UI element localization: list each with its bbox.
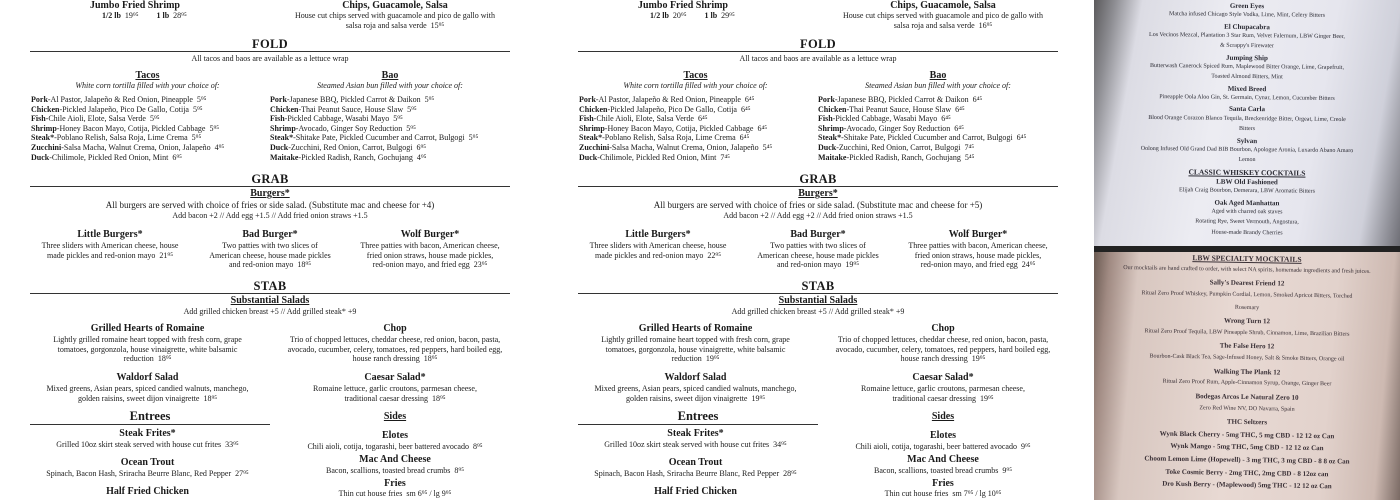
bao-subtitle: Steamed Asian bun filled with your choice of: [865, 81, 1011, 90]
waldorf-desc: Mixed greens, Asian pears, spiced candied walnuts, manchego, golden raisins, sweet dijon vinaigrette 19⁹⁵ [594, 384, 797, 403]
shrimp-prices: 1/2 lb 19⁹⁵ 1 lb 28⁹⁵ [102, 11, 187, 20]
tacos-title: Tacos [135, 70, 160, 81]
burger-item: Bad Burger* Two patties with two slices of American cheese, house made pickles and red-onion mayo 19⁹⁵ [757, 229, 879, 270]
photo-menu-line: Butterwash Canerock Spiced Rum, Maplewood Bitter Orange, Lime, Grapefruit, [1149, 63, 1344, 72]
photo-menu-line: LBW Old Fashioned [1216, 177, 1278, 187]
caesar-desc: Romaine lettuce, garlic croutons, parmesan cheese, traditional caesar dressing 18⁹⁵ [313, 384, 477, 403]
fold-heading: FOLD [800, 37, 836, 51]
menu-list-item: Duck-Chilimole, Pickled Red Onion, Mint 6⁹⁵ [31, 152, 182, 162]
fries-title: Fries [384, 478, 406, 489]
photo-menu-line: Ritual Zero Proof Tequila, LBW Pineapple Shrub, Cinnamon, Lime, Brazilian Bitters [1144, 328, 1350, 338]
fold-note: All tacos and baos are available as a lettuce wrap [191, 54, 349, 63]
menu-list-item: Pork-Japanese BBQ, Pickled Carrot & Daikon 5⁹⁵ [270, 95, 435, 104]
steak-desc: Grilled 10oz skirt steak served with house cut frites 33⁹⁵ [56, 440, 239, 449]
elotes-title: Elotes [929, 430, 957, 441]
bao-subtitle: Steamed Asian bun filled with your choice of: [317, 81, 463, 90]
salads-addons: Add grilled chicken breast +5 // Add grilled steak* +9 [183, 307, 357, 316]
chop-desc: Trio of chopped lettuces, cheddar cheese, red onion, bacon, pasta, avocado, cucumber, celery, tomatoes, red peppers, hard boiled egg, house ranch dressing 19⁹⁵ [835, 335, 1051, 364]
sides-heading: Sides [383, 411, 407, 422]
menu-list-item: Duck-Zucchini, Red Onion, Carrot, Bulgogi 6⁹⁵ [270, 142, 427, 152]
photo-menu-line: Our mocktails are hand crafted to order, with select NA spirits, homemade ingredients and fresh juices. [1123, 264, 1371, 275]
menu-list-item: Duck-Zucchini, Red Onion, Carrot, Bulgogi 7⁴⁵ [818, 142, 975, 152]
photo-menu-line: Green Eyes [1229, 1, 1265, 11]
photo-menu-line: Ritual Zero Proof Whiskey, Pumpkin Cordial, Lemon, Smoked Apricot Bitters, Torched [1141, 290, 1353, 300]
menu-list-item: Fish-Pickled Cabbage, Wasabi Mayo 6⁴⁵ [818, 114, 951, 124]
photo-menu-line: Mixed Breed [1227, 84, 1267, 93]
burger-items [578, 229, 1058, 273]
photo-menu-line: House-made Brandy Cherries [1211, 229, 1283, 237]
burger-item: Bad Burger* Two patties with two slices of American cheese, house made pickles and red-onion mayo 18⁹⁵ [209, 229, 331, 270]
menu-list-item: Chicken-Thai Peanut Sauce, House Slaw 5⁹⁵ [270, 104, 417, 114]
chips-desc: House cut chips served with guacamole and pico de gallo with salsa roja and salsa verde 15⁹⁵ [295, 11, 495, 30]
tacos-list [579, 95, 772, 162]
bao-title: Bao [929, 70, 947, 81]
burger-item: Little Burgers* Three sliders with American cheese, house made pickles and red-onion mayo 22⁹⁵ [589, 229, 727, 260]
photo-menu-line: Wynk Mango - 5mg THC, 5mg CBD - 12 12 oz Can [1170, 442, 1324, 453]
salads-title: Substantial Salads [778, 295, 858, 306]
burgers-note: All burgers are served with choice of fries or side salad. (Substitute mac and cheese for +4) [105, 200, 435, 210]
burger-items [30, 229, 510, 273]
burgers-title: Burgers* [798, 188, 838, 199]
waldorf-title: Waldorf Salad [116, 372, 179, 383]
photo-menu-line: Wynk Black Cherry - 5mg THC, 5 mg CBD - 12 12 oz Can [1159, 429, 1335, 441]
burgers-addons: Add bacon +2 // Add egg +1.5 // Add fried onion straws +1.5 [172, 211, 368, 220]
grab-heading: GRAB [251, 172, 289, 186]
steak-desc: Grilled 10oz skirt steak served with house cut frites 34⁹⁵ [604, 440, 787, 449]
photo-menu-line: Oak Aged Manhattan [1214, 198, 1280, 207]
chop-title: Chop [383, 323, 407, 334]
steak-title: Steak Frites* [119, 428, 176, 439]
menu-list-item: Shrimp-Honey Bacon Mayo, Cotija, Pickled Cabbage 5⁹⁵ [31, 123, 220, 133]
photo-menu-line: Rotating Rye, Sweet Vermouth, Angostura, [1195, 218, 1299, 226]
mac-title: Mac And Cheese [907, 454, 979, 465]
mocktail-menu-photo [1094, 252, 1400, 500]
mac-title: Mac And Cheese [359, 454, 431, 465]
fries-desc: Thin cut house fries sm 6⁹⁵ / lg 9⁹⁵ [338, 489, 452, 498]
tacos-subtitle: White corn tortilla filled with your choice of: [75, 81, 220, 90]
menu-list-item: Fish-Chile Aioli, Elote, Salsa Verde 6⁴⁵ [579, 114, 708, 124]
bao-list [818, 95, 1026, 162]
photo-menu-line: Lemon [1238, 157, 1256, 164]
chicken-title: Half Fried Chicken [654, 486, 737, 497]
caesar-desc: Romaine lettuce, garlic croutons, parmesan cheese, traditional caesar dressing 19⁹⁵ [861, 384, 1025, 403]
shrimp-title: Jumbo Fried Shrimp [89, 0, 180, 11]
photo-menu-line: Pineapple Oola Aloo Gin, St. Germain, Cynar, Lemon, Cucumber Bitters [1159, 94, 1335, 103]
menu-list-item: Steak*-Shitake Pate, Pickled Cucumber and Carrot, Bulgogi 6⁴⁵ [818, 133, 1027, 143]
chicken-title: Half Fried Chicken [106, 486, 189, 497]
mac-desc: Bacon, scallions, toasted bread crumbs 9⁹⁵ [874, 466, 1012, 475]
caesar-title: Caesar Salad* [912, 372, 974, 383]
romaine-desc: Lightly grilled romaine heart topped with fresh corn, grape tomatoes, gorgonzola, house vinaigrette, white balsamic reduction 18⁹⁵ [53, 335, 242, 364]
steak-title: Steak Frites* [667, 428, 724, 439]
burgers-note: All burgers are served with choice of fries or side salad. (Substitute mac and cheese for +5) [653, 200, 983, 210]
fold-heading: FOLD [252, 37, 288, 51]
trout-desc: Spinach, Bacon Hash, Sriracha Beurre Blanc, Red Pepper 27⁹⁵ [46, 469, 249, 478]
menu-list-item: Pork-Al Pastor, Jalapeño & Red Onion, Pineapple 5⁹⁵ [31, 95, 207, 104]
burger-item: Wolf Burger* Three patties with bacon, American cheese, fried onion straws, house made pickles, red-onion mayo, and fried egg 23⁹⁵ [360, 229, 500, 270]
photo-menu-line: Elijah Craig Bourbon, Demerara, LBW Aromatic Bitters [1179, 187, 1315, 195]
photo-menu-line: THC Seltzers [1226, 417, 1268, 427]
romaine-title: Grilled Hearts of Romaine [90, 323, 205, 334]
bao-list [270, 95, 478, 162]
menu-list-item: Maitake-Pickled Radish, Ranch, Gochujang 5⁴⁵ [818, 152, 975, 162]
chips-title: Chips, Guacamole, Salsa [342, 0, 448, 11]
romaine-desc: Lightly grilled romaine heart topped with fresh corn, grape tomatoes, gorgonzola, house vinaigrette, white balsamic reduction 19⁹⁵ [601, 335, 790, 364]
trout-title: Ocean Trout [120, 457, 175, 468]
tacos-subtitle: White corn tortilla filled with your choice of: [623, 81, 768, 90]
photo-menu-line: El Chupacabra [1224, 22, 1270, 31]
menu-list-item: Pork-Al Pastor, Jalapeño & Red Onion, Pineapple 6⁴⁵ [579, 95, 755, 104]
photo-menu-line: Choom Lemon Lime (Hopewell) - 3 mg THC, 3 mg CBD - 8 8 oz Can [1144, 454, 1350, 466]
menu-list-item: Pork-Japanese BBQ, Pickled Carrot & Daikon 6⁴⁵ [818, 95, 983, 104]
photo-menu-line: Walking The Plank 12 [1213, 367, 1281, 377]
photo-menu-line: Aged with charred oak staves [1211, 208, 1283, 216]
menu-page-2 [548, 0, 1088, 500]
photo-menu-line: Bodegas Arcos Le Natural Zero 10 [1195, 392, 1299, 402]
menu-list-item: Duck-Chilimole, Pickled Red Onion, Mint 7⁴⁵ [579, 152, 730, 162]
waldorf-desc: Mixed greens, Asian pears, spiced candied walnuts, manchego, golden raisins, sweet dijon vinaigrette 18⁹⁵ [46, 384, 249, 403]
caesar-title: Caesar Salad* [364, 372, 426, 383]
photo-menu-line: Bourbon-Cask Black Tea, Sage-Infused Honey, Salt & Smoke Bitters, Orange oil [1149, 353, 1345, 363]
fries-desc: Thin cut house fries sm 7⁹⁵ / lg 10⁹⁵ [884, 489, 1002, 498]
shrimp-title: Jumbo Fried Shrimp [637, 0, 728, 11]
menu-list-item: Shrimp-Avocado, Ginger Soy Reduction 5⁹⁵ [270, 123, 416, 133]
photo-menu-line: & Scrappy's Firewater [1220, 43, 1274, 50]
fold-note: All tacos and baos are available as a lettuce wrap [739, 54, 897, 63]
photo-menu-line: Sally's Dearest Friend 12 [1209, 278, 1285, 288]
photo-menu-line: Oolong Infused Old Grand Dad BIB Bourbon, Apologue Aronia, Luxardo Abano Amaro [1140, 145, 1354, 154]
chips-desc: House cut chips served with guacamole and pico de gallo with salsa roja and salsa verde 16⁹⁵ [843, 11, 1043, 30]
photo-menu-line: Bitters [1238, 126, 1256, 133]
entrees-heading: Entrees [677, 409, 719, 423]
photo-menu-line: Jumping Ship [1226, 53, 1268, 62]
menu-list-item: Fish-Chile Aioli, Elote, Salsa Verde 5⁹⁵ [31, 114, 160, 124]
menu-list-item: Shrimp-Avocado, Ginger Soy Reduction 6⁴⁵ [818, 123, 964, 133]
photo-menu-line: Dro Kush Berry - (Maplewood) 5mg THC - 12 12 oz Can [1162, 480, 1332, 491]
entrees-heading: Entrees [129, 409, 171, 423]
stab-heading: STAB [253, 279, 287, 293]
photo-menu-line: Ritual Zero Proof Rum, Apple-Cinnamon Syrup, Orange, Ginger Beer [1162, 378, 1332, 388]
burgers-addons: Add bacon +2 // Add egg +2 // Add fried onion straws +1.5 [723, 211, 913, 220]
elotes-desc: Chili aioli, cotija, togarashi, beer battered avocado 8⁹⁵ [307, 442, 483, 451]
photo-menu-line: Santa Carla [1228, 105, 1266, 114]
menu-list-item: Maitake-Pickled Radish, Ranch, Gochujang 4⁹⁵ [270, 152, 427, 162]
chop-title: Chop [931, 323, 955, 334]
sides-heading: Sides [931, 411, 955, 422]
menu-page-1 [0, 0, 540, 500]
photo-menu-line: Toasted Almond Bitters, Mint [1211, 74, 1283, 81]
cocktail-menu-photo [1094, 0, 1400, 246]
photo-menu-line: Blood Orange Corazon Blanco Tequila, Breckenridge Bitter, Orgeat, Lime, Creole [1148, 114, 1346, 123]
romaine-title: Grilled Hearts of Romaine [638, 323, 753, 334]
mac-desc: Bacon, scallions, toasted bread crumbs 8⁹⁵ [326, 466, 464, 475]
photo-menu-line: CLASSIC WHISKEY COCKTAILS [1188, 166, 1306, 178]
photo-menu-line: Toke Cosmic Berry - 2mg THC, 2mg CBD - 8 12oz can [1165, 467, 1329, 479]
salads-title: Substantial Salads [230, 295, 310, 306]
photo-menu-line: Los Vecinos Mezcal, Plantation 3 Star Rum, Velvet Falernum, LBW Ginger Beer, [1149, 32, 1345, 41]
menu-list-item: Shrimp-Honey Bacon Mayo, Cotija, Pickled Cabbage 6⁴⁵ [579, 123, 768, 133]
menu-list-item: Steak*-Poblano Relish, Salsa Roja, Lime Crema 6⁴⁵ [579, 133, 750, 143]
photo-menu-line: Sylvan [1236, 136, 1258, 145]
menu-list-item: Chicken-Pickled Jalapeño, Pico De Gallo, Cotija 6⁴⁵ [579, 104, 751, 114]
menu-list-item: Zucchini-Salsa Macha, Walnut Crema, Onion, Jalapeño 4⁹⁵ [31, 142, 225, 152]
burger-item: Little Burgers* Three sliders with American cheese, house made pickles and red-onion mayo 21⁹⁵ [41, 229, 179, 260]
menu-list-item: Steak*-Shitake Pate, Pickled Cucumber and Carrot, Bulgogi 5⁹⁵ [270, 133, 479, 143]
tacos-list [31, 95, 224, 162]
fries-title: Fries [932, 478, 954, 489]
photo-menu-line: Zero Red Wine NV, DO Navarra, Spain [1199, 404, 1295, 413]
menu-list-item: Zucchini-Salsa Macha, Walnut Crema, Onion, Jalapeño 5⁴⁵ [579, 142, 773, 152]
shrimp-prices: 1/2 lb 20⁹⁵ 1 lb 29⁹⁵ [650, 11, 735, 20]
elotes-desc: Chili aioli, cotija, togarashi, beer battered avocado 9⁹⁵ [855, 442, 1031, 451]
waldorf-title: Waldorf Salad [664, 372, 727, 383]
menu-list-item: Steak*-Poblano Relish, Salsa Roja, Lime Crema 5⁹⁵ [31, 133, 202, 143]
photo-menu-line: The False Hero 12 [1219, 341, 1275, 351]
burgers-title: Burgers* [250, 188, 290, 199]
photo-menu-line: Matcha infused Chicago Style Vodka, Lime, Mint, Celery Bitters [1169, 11, 1325, 20]
photo-menu-line: Wrong Turn 12 [1223, 316, 1271, 326]
burger-item: Wolf Burger* Three patties with bacon, American cheese, fried onion straws, house made pickles, red-onion mayo, and fried egg 24⁹⁵ [908, 229, 1048, 270]
menu-list-item: Fish-Pickled Cabbage, Wasabi Mayo 5⁹⁵ [270, 114, 403, 124]
photo-menu-line: Rosemary [1234, 304, 1260, 311]
bao-title: Bao [381, 70, 399, 81]
chop-desc: Trio of chopped lettuces, cheddar cheese, red onion, bacon, pasta, avocado, cucumber, celery, tomatoes, red peppers, hard boiled egg, house ranch dressing 18⁹⁵ [287, 335, 503, 364]
menu-list-item: Chicken-Pickled Jalapeño, Pico De Gallo, Cotija 5⁹⁵ [31, 104, 203, 114]
menu-list-item: Chicken-Thai Peanut Sauce, House Slaw 6⁴⁵ [818, 104, 965, 114]
salads-addons: Add grilled chicken breast +5 // Add grilled steak* +9 [731, 307, 905, 316]
trout-desc: Spinach, Bacon Hash, Sriracha Beurre Blanc, Red Pepper 28⁹⁵ [594, 469, 797, 478]
elotes-title: Elotes [381, 430, 409, 441]
grab-heading: GRAB [799, 172, 837, 186]
chips-title: Chips, Guacamole, Salsa [890, 0, 996, 11]
trout-title: Ocean Trout [668, 457, 723, 468]
photo-menu-line: LBW SPECIALTY MOCKTAILS [1192, 253, 1302, 264]
stab-heading: STAB [801, 279, 835, 293]
tacos-title: Tacos [683, 70, 708, 81]
